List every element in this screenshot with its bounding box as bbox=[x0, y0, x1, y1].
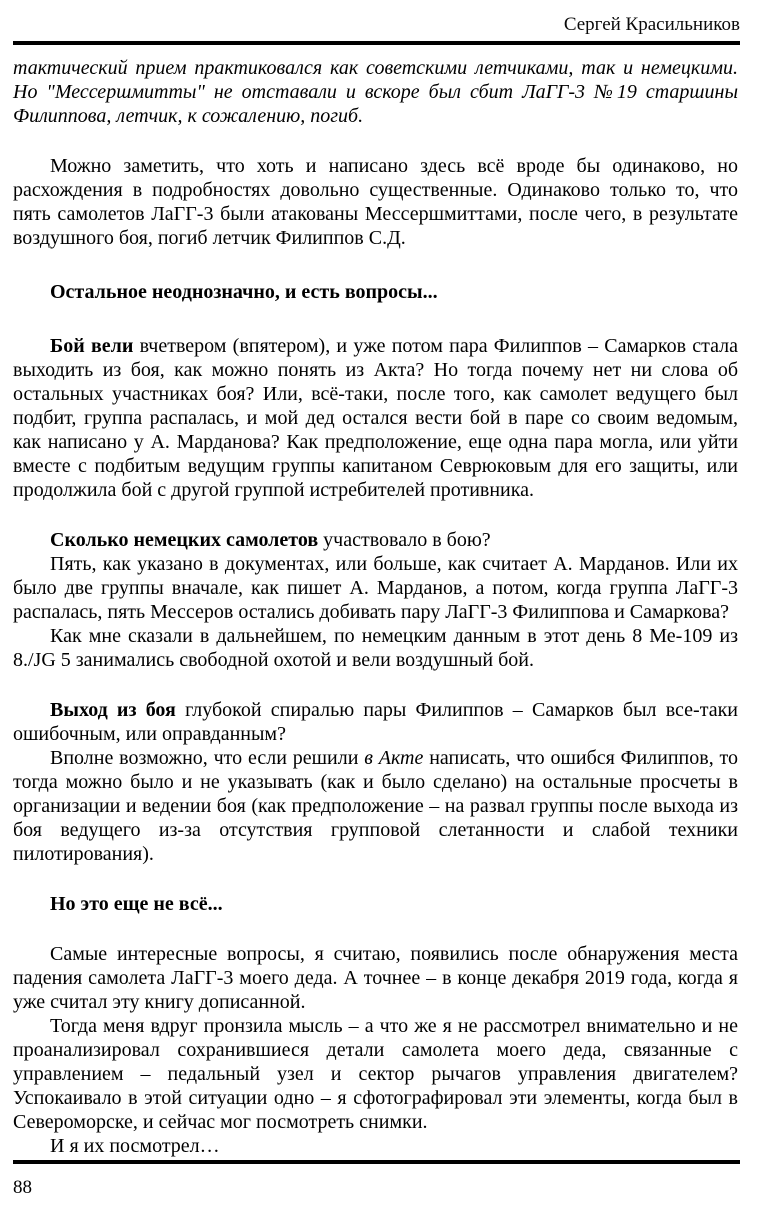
paragraph-possible-italic: в Акте bbox=[364, 747, 424, 769]
page-header bbox=[13, 13, 740, 36]
paragraph-possible-post: написать, что ошибся Филиппов, то тогда можно было и не указывать (как и было сделано) на остальные просчеты в организации и ведении боя (как предположение – на развал группы после выхода из боя ведущего из-за отсутствия групповой слетанности и слабой техники пилотирования). bbox=[13, 747, 739, 865]
paragraph-me109: Как мне сказали в дальнейшем, по немецким данным в этот день 8 Ме-109 из 8./JG 5 занимались свободной охотой и вели воздушный бой. bbox=[13, 625, 738, 671]
paragraph-observation: Можно заметить, что хоть и написано здесь всё вроде бы одинаково, но расхождения в подробностях довольно существенные. Одинаково только то, что пять самолетов ЛаГГ-3 были атакованы Мессершмиттами, после чего, в результате воздушного боя, погиб летчик Филиппов С.Д. bbox=[13, 155, 738, 249]
paragraph-possible bbox=[13, 746, 738, 866]
paragraph-five-planes: Пять, как указано в документах, или больше, как считает А. Марданов. Или их было две группы вначале, как пишет А. Марданов, а потом, когда группа ЛаГГ-3 распалась, пять Мессеров остались добивать пару ЛаГГ-3 Филиппова и Самаркова? bbox=[13, 553, 738, 623]
page-body bbox=[13, 56, 738, 1158]
paragraph-interesting: Самые интересные вопросы, я считаю, появились после обнаружения места падения самолета ЛаГГ-3 моего деда. А точнее – в конце декабря 2019 года, когда я уже считал эту книгу дописанной. bbox=[13, 943, 738, 1013]
paragraph-fight bbox=[13, 334, 738, 502]
heading-german-planes-text: участвовало в бою? bbox=[318, 529, 491, 551]
paragraph-exit-text: глубокой спиралью пары Филиппов – Самарков был все-таки ошибочным, или оправданным? bbox=[13, 699, 738, 745]
paragraph-possible-pre: Вполне возможно, что если решили bbox=[50, 747, 365, 769]
paragraph-thought: Тогда меня вдруг пронзила мысль – а что же я не рассмотрел внимательно и не проанализировал сохранившиеся детали самолета моего деда, связанные с управлением – педальный узел и сектор рычагов управления двигателем? Успокаивало в этой ситуации одно – я сфотографировал эти элементы, когда был в Североморске, и сейчас мог посмотреть снимки. bbox=[13, 1015, 738, 1133]
paragraph-looked: И я их посмотрел… bbox=[50, 1135, 220, 1157]
paragraph-fight-lead: Бой вели bbox=[50, 335, 134, 357]
page-footer bbox=[13, 1176, 32, 1199]
paragraph-fight-text: вчетвером (впятером), и уже потом пара Филиппов – Самарков стала выходить из боя, как можно понять из Акта? Но тогда почему нет ни слова об остальных участниках боя? Или, всё-таки, после того, как самолет ведущего был подбит, группа распалась, и мой дед остался вести бой в паре со своим ведомым, как написано у А. Марданова? Как предположение, еще одна пара могла, или уйти вместе с подбитым ведущим группы капитаном Севрюковым для его защиты, или продолжила бой с другой группой истребителей противника. bbox=[13, 335, 739, 501]
paragraph-exit bbox=[13, 698, 738, 746]
heading-german-planes-lead: Сколько немецких самолетов bbox=[50, 529, 319, 551]
heading-more: Но это еще не всё... bbox=[50, 893, 223, 915]
footer-rule bbox=[13, 1160, 740, 1164]
paragraph-exit-lead: Выход из боя bbox=[50, 699, 176, 721]
author-name: Сергей Красильников bbox=[563, 14, 740, 35]
header-rule bbox=[13, 41, 740, 45]
heading-questions: Остальное неоднозначно, и есть вопросы... bbox=[50, 281, 438, 303]
paragraph-intro-italic: тактический прием практиковался как советскими летчиками, так и немецкими. Но "Мессершмитты" не отставали и вскоре был сбит ЛаГГ-3 №19 старшины Филиппова, летчик, к сожалению, погиб. bbox=[13, 57, 738, 127]
heading-german-planes bbox=[13, 528, 738, 552]
page-number: 88 bbox=[13, 1177, 32, 1198]
